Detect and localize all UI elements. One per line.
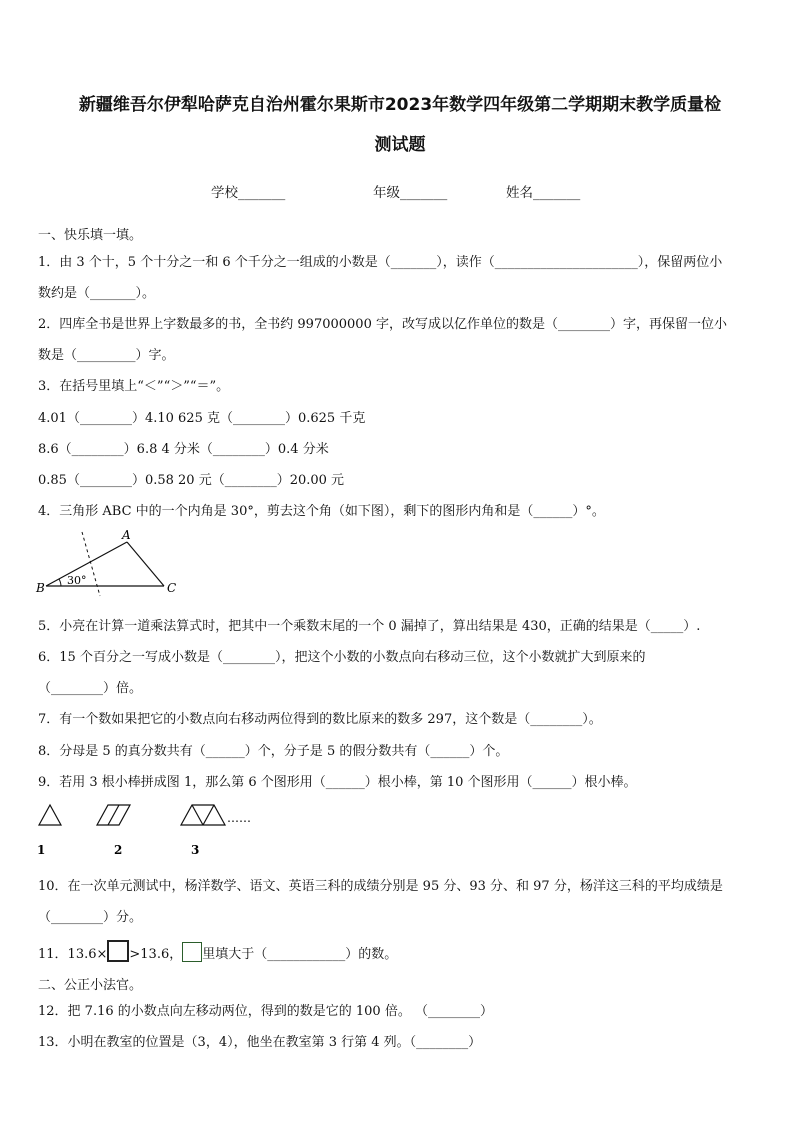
answer-box-reference [182, 942, 202, 962]
section-heading-2: 二、公正小法官。 [38, 978, 143, 993]
question-13: 13．小明在教室的位置是（3，4），他坐在教室第 3 行第 4 列。（________） [38, 1035, 482, 1050]
angle-arc [59, 579, 61, 586]
pattern-3-divider-2 [203, 805, 214, 825]
pattern-2-divider [108, 805, 119, 825]
question-1-line-2: 数约是（_______）。 [38, 286, 156, 301]
question-2-line-2: 数是（_________）字。 [38, 348, 175, 363]
question-9: 9．若用 3 根小棒拼成图 1，那么第 6 个图形用（______）根小棒，第 10 个图形用（______）根小棒。 [38, 775, 637, 790]
question-2-line-1: 2．四库全书是世界上字数最多的书，全书约 997000000 字，改写成以亿作单位的数是（________）字，再保留一位小 [38, 317, 727, 332]
school-field: 学校_______ [211, 185, 286, 201]
pattern-1-triangle [39, 805, 61, 825]
question-11-middle: >13.6， [129, 947, 183, 962]
question-11-suffix: 里填大于（____________）的数。 [202, 947, 398, 962]
page-title-line-2: 测试题 [374, 135, 426, 155]
question-1-line-1: 1．由 3 个十，5 个十分之一和 6 个千分之一组成的小数是（_______），读作（______________________），保留两位小 [38, 255, 723, 270]
triangle-side-ac [127, 542, 164, 586]
question-8: 8．分母是 5 的真分数共有（______）个，分子是 5 的假分数共有（______）个。 [38, 744, 509, 759]
question-3-row-2: 8.6（________）6.8 4 分米（________）0.4 分米 [38, 442, 329, 457]
pattern-label-3: 3 [191, 843, 200, 857]
pattern-label-2: 2 [114, 843, 123, 857]
question-7: 7．有一个数如果把它的小数点向右移动两位得到的数比原来的数多 297，这个数是（________）。 [38, 712, 602, 727]
grade-field: 年级_______ [373, 185, 448, 201]
pattern-3-divider-1 [192, 805, 203, 825]
question-4: 4．三角形 ABC 中的一个内角是 30°，剪去这个角（如下图），剩下的图形内角和是（______）°。 [38, 504, 605, 519]
question-10-line-1: 10．在一次单元测试中，杨洋数学、语文、英语三科的成绩分别是 95 分、93 分、和 97 分，杨洋这三科的平均成绩是 [38, 879, 723, 894]
question-5: 5．小亮在计算一道乘法算式时，把其中一个乘数末尾的一个 0 漏掉了，算出结果是 430，正确的结果是（_____）. [38, 619, 701, 634]
answer-box[interactable] [107, 940, 129, 962]
question-10-line-2: （________）分。 [38, 910, 143, 925]
stick-pattern-figure [34, 800, 274, 862]
section-heading-1: 一、快乐填一填。 [38, 228, 143, 243]
question-6-line-2: （________）倍。 [38, 681, 143, 696]
question-3: 3．在括号里填上“＜”“＞”“＝”。 [38, 379, 230, 394]
question-3-row-3: 0.85（________）0.58 20 元（________）20.00 元 [38, 473, 345, 488]
pattern-3-trapezoid [181, 805, 225, 825]
vertex-label-a: A [122, 528, 131, 542]
name-field: 姓名_______ [506, 185, 581, 201]
vertex-label-c: C [167, 581, 177, 595]
question-11-prefix: 11．13.6× [38, 947, 108, 962]
question-12: 12．把 7.16 的小数点向左移动两位，得到的数是它的 100 倍。 （________） [38, 1004, 493, 1019]
pattern-ellipsis: …… [227, 811, 251, 825]
triangle-side-ba [46, 542, 127, 586]
angle-label: 30° [67, 574, 87, 587]
question-6-line-1: 6．15 个百分之一写成小数是（________），把这个小数的小数点向右移动三位，这个小数就扩大到原来的 [38, 650, 646, 665]
question-11 [38, 940, 397, 962]
triangle-figure [34, 526, 184, 598]
vertex-label-b: B [36, 581, 45, 595]
pattern-label-1: 1 [37, 843, 46, 857]
question-3-row-1: 4.01（________）4.10 625 克（________）0.625 千克 [38, 411, 366, 426]
page-title-line-1: 新疆维吾尔伊犁哈萨克自治州霍尔果斯市2023年数学四年级第二学期期末教学质量检 [78, 95, 722, 115]
